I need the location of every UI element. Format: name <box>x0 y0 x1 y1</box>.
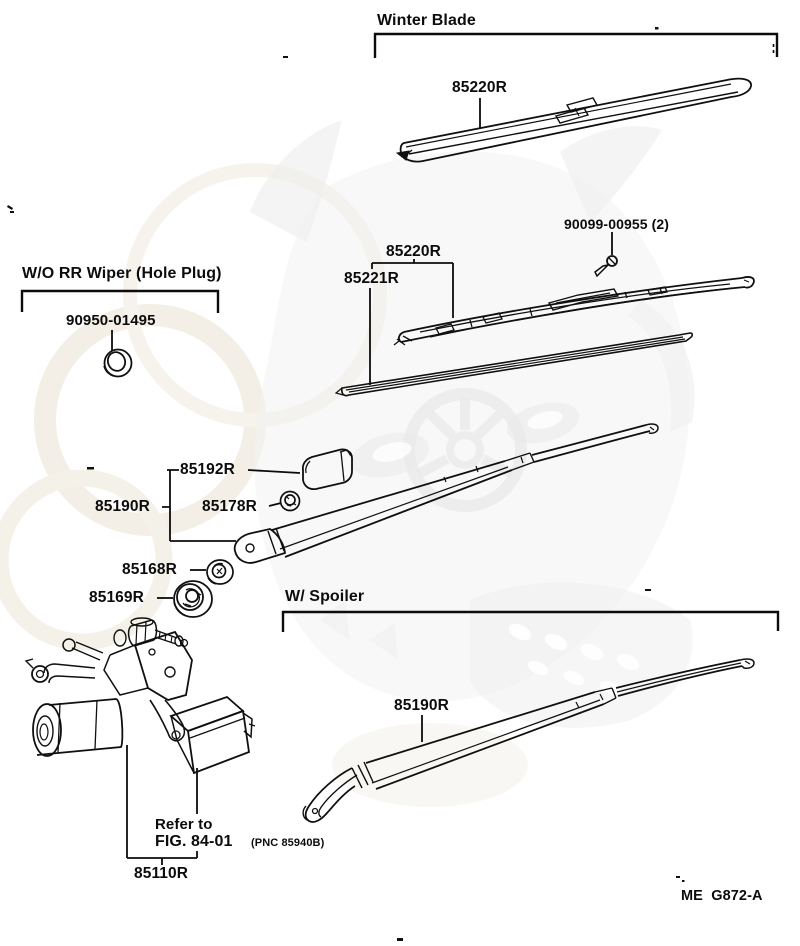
part-number-85110r: 85110R <box>134 865 189 882</box>
note-refer-line2: FIG. 84-01 <box>155 833 233 850</box>
hole-plug-drawing <box>104 350 132 377</box>
section-label-wo-rr-wiper: W/O RR Wiper (Hole Plug) <box>22 265 222 282</box>
section-label-winter-blade: Winter Blade <box>377 12 476 29</box>
part-number-85190r-upper: 85190R <box>95 498 150 515</box>
washer-drawing <box>207 560 233 584</box>
part-number-85169r: 85169R <box>89 589 144 606</box>
note-refer-line1: Refer to <box>155 816 213 833</box>
part-number-85221r: 85221R <box>344 270 399 287</box>
part-number-90950-01495: 90950-01495 <box>66 312 156 329</box>
grommet-drawing <box>174 581 212 617</box>
part-number-90099-00955: 90099-00955 (2) <box>564 216 670 232</box>
note-pnc: (PNC 85940B) <box>251 837 325 849</box>
figure-code: ME G872-A <box>681 888 763 904</box>
part-number-85192r: 85192R <box>180 461 235 478</box>
part-number-85190r-spoiler: 85190R <box>394 697 449 714</box>
part-number-85168r: 85168R <box>122 561 177 578</box>
section-label-w-spoiler: W/ Spoiler <box>285 588 365 605</box>
part-number-85220r-winter: 85220R <box>452 79 507 96</box>
part-number-85178r: 85178R <box>202 498 257 515</box>
part-number-85220r: 85220R <box>386 243 441 260</box>
